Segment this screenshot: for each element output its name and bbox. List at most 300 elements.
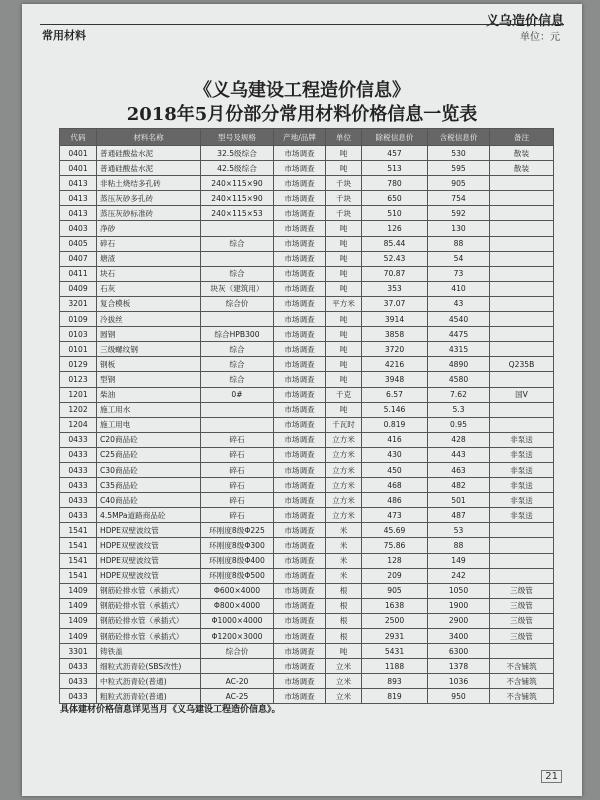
unit-cell: 吨 xyxy=(326,402,362,417)
table-row xyxy=(60,478,554,493)
price-incl-tax-cell: 73 xyxy=(428,266,490,281)
remark-cell: 三级管 xyxy=(490,598,554,613)
unit-cell: 吨 xyxy=(326,146,362,161)
price-excl-tax-cell: 6.57 xyxy=(362,387,428,402)
column-header: 产地/品牌 xyxy=(274,129,326,146)
remark-cell: 三级管 xyxy=(490,583,554,598)
origin-cell: 市场调查 xyxy=(274,493,326,508)
unit-cell: 立方米 xyxy=(326,508,362,523)
spec-cell: 0# xyxy=(201,387,274,402)
material-name-cell: HDPE双壁波纹管 xyxy=(97,523,201,538)
spec-cell: 碎石 xyxy=(201,447,274,462)
material-name-cell: 钢筋砼排水管（承插式） xyxy=(97,583,201,598)
table-row xyxy=(60,462,554,477)
spec-cell: 240×115×90 xyxy=(201,176,274,191)
table-row xyxy=(60,402,554,417)
code-cell: 0101 xyxy=(60,342,97,357)
remark-cell: 非泵送 xyxy=(490,508,554,523)
table-row xyxy=(60,432,554,447)
material-name-cell: 复合模板 xyxy=(97,296,201,311)
spec-cell xyxy=(201,402,274,417)
code-cell: 0433 xyxy=(60,447,97,462)
remark-cell xyxy=(490,644,554,659)
code-cell: 0413 xyxy=(60,206,97,221)
price-incl-tax-cell: 149 xyxy=(428,553,490,568)
unit-cell: 吨 xyxy=(326,357,362,372)
table-row xyxy=(60,553,554,568)
spec-cell: 综合 xyxy=(201,372,274,387)
price-incl-tax-cell: 592 xyxy=(428,206,490,221)
material-name-cell: 钢筋砼排水管（承插式） xyxy=(97,613,201,628)
code-cell: 0433 xyxy=(60,689,97,704)
remark-cell: 不含铺筑 xyxy=(490,689,554,704)
price-incl-tax-cell: 1050 xyxy=(428,583,490,598)
price-excl-tax-cell: 2931 xyxy=(362,629,428,644)
remark-cell xyxy=(490,402,554,417)
unit-cell: 立米 xyxy=(326,689,362,704)
spec-cell: 综合 xyxy=(201,342,274,357)
code-cell: 0123 xyxy=(60,372,97,387)
table-row xyxy=(60,161,554,176)
remark-cell: 散装 xyxy=(490,146,554,161)
price-excl-tax-cell: 473 xyxy=(362,508,428,523)
spec-cell xyxy=(201,251,274,266)
price-excl-tax-cell: 780 xyxy=(362,176,428,191)
unit-cell: 千瓦时 xyxy=(326,417,362,432)
material-name-cell: C25商品砼 xyxy=(97,447,201,462)
origin-cell: 市场调查 xyxy=(274,432,326,447)
price-incl-tax-cell: 242 xyxy=(428,568,490,583)
price-incl-tax-cell: 1036 xyxy=(428,674,490,689)
material-name-cell: 粗粒式沥青砼(普通) xyxy=(97,689,201,704)
price-incl-tax-cell: 410 xyxy=(428,281,490,296)
price-incl-tax-cell: 530 xyxy=(428,146,490,161)
spec-cell: 环刚度8级Φ500 xyxy=(201,568,274,583)
code-cell: 3201 xyxy=(60,296,97,311)
material-name-cell: 钢板 xyxy=(97,357,201,372)
code-cell: 0401 xyxy=(60,161,97,176)
origin-cell: 市场调查 xyxy=(274,447,326,462)
spec-cell: 综合 xyxy=(201,266,274,281)
origin-cell: 市场调查 xyxy=(274,312,326,327)
origin-cell: 市场调查 xyxy=(274,613,326,628)
price-incl-tax-cell: 5.3 xyxy=(428,402,490,417)
table-row xyxy=(60,221,554,236)
code-cell: 0129 xyxy=(60,357,97,372)
table-row xyxy=(60,674,554,689)
code-cell: 0407 xyxy=(60,251,97,266)
material-name-cell: 碎石 xyxy=(97,236,201,251)
origin-cell: 市场调查 xyxy=(274,251,326,266)
remark-cell xyxy=(490,523,554,538)
remark-cell xyxy=(490,553,554,568)
code-cell: 0433 xyxy=(60,478,97,493)
code-cell: 1409 xyxy=(60,613,97,628)
price-incl-tax-cell: 130 xyxy=(428,221,490,236)
spec-cell: 块灰（建筑用） xyxy=(201,281,274,296)
origin-cell: 市场调查 xyxy=(274,176,326,191)
price-incl-tax-cell: 754 xyxy=(428,191,490,206)
price-incl-tax-cell: 428 xyxy=(428,432,490,447)
price-excl-tax-cell: 353 xyxy=(362,281,428,296)
unit-cell: 平方米 xyxy=(326,296,362,311)
price-incl-tax-cell: 443 xyxy=(428,447,490,462)
material-name-cell: C20商品砼 xyxy=(97,432,201,447)
price-excl-tax-cell: 905 xyxy=(362,583,428,598)
material-name-cell: 普通硅酸盐水泥 xyxy=(97,146,201,161)
spec-cell: Φ800×4000 xyxy=(201,598,274,613)
origin-cell: 市场调查 xyxy=(274,462,326,477)
origin-cell: 市场调查 xyxy=(274,327,326,342)
price-excl-tax-cell: 650 xyxy=(362,191,428,206)
price-incl-tax-cell: 2900 xyxy=(428,613,490,628)
material-name-cell: 铸铁盖 xyxy=(97,644,201,659)
table-row xyxy=(60,493,554,508)
material-name-cell: 施工用水 xyxy=(97,402,201,417)
material-name-cell: HDPE双壁波纹管 xyxy=(97,538,201,553)
table-row xyxy=(60,342,554,357)
remark-cell: 非泵送 xyxy=(490,447,554,462)
remark-cell xyxy=(490,236,554,251)
origin-cell: 市场调查 xyxy=(274,191,326,206)
origin-cell: 市场调查 xyxy=(274,659,326,674)
code-cell: 1541 xyxy=(60,568,97,583)
table-row xyxy=(60,387,554,402)
table-row xyxy=(60,508,554,523)
unit-label: 单位：元 xyxy=(520,32,560,43)
spec-cell: 42.5级综合 xyxy=(201,161,274,176)
remark-cell xyxy=(490,312,554,327)
origin-cell: 市场调查 xyxy=(274,387,326,402)
spec-cell: 环刚度8级Φ400 xyxy=(201,553,274,568)
price-incl-tax-cell: 54 xyxy=(428,251,490,266)
unit-cell: 吨 xyxy=(326,372,362,387)
table-row xyxy=(60,312,554,327)
remark-cell: 非泵送 xyxy=(490,432,554,447)
price-incl-tax-cell: 1378 xyxy=(428,659,490,674)
publication-brand: 义乌造价信息 xyxy=(485,14,564,29)
material-name-cell: 4.5MPa道路商品砼 xyxy=(97,508,201,523)
remark-cell xyxy=(490,568,554,583)
code-cell: 1201 xyxy=(60,387,97,402)
origin-cell: 市场调查 xyxy=(274,357,326,372)
code-cell: 0433 xyxy=(60,432,97,447)
remark-cell: 非泵送 xyxy=(490,493,554,508)
code-cell: 0401 xyxy=(60,146,97,161)
remark-cell xyxy=(490,191,554,206)
origin-cell: 市场调查 xyxy=(274,221,326,236)
remark-cell xyxy=(490,251,554,266)
material-name-cell: 施工用电 xyxy=(97,417,201,432)
code-cell: 0433 xyxy=(60,493,97,508)
spec-cell: Φ1200×3000 xyxy=(201,629,274,644)
spec-cell: AC-20 xyxy=(201,674,274,689)
table-row xyxy=(60,281,554,296)
table-row xyxy=(60,236,554,251)
price-incl-tax-cell: 4315 xyxy=(428,342,490,357)
unit-cell: 立米 xyxy=(326,659,362,674)
material-name-cell: HDPE双壁波纹管 xyxy=(97,553,201,568)
price-incl-tax-cell: 1900 xyxy=(428,598,490,613)
price-excl-tax-cell: 468 xyxy=(362,478,428,493)
remark-cell xyxy=(490,417,554,432)
price-excl-tax-cell: 4216 xyxy=(362,357,428,372)
unit-cell: 千克 xyxy=(326,387,362,402)
header-rule xyxy=(40,24,564,25)
origin-cell: 市场调查 xyxy=(274,598,326,613)
remark-cell: 散装 xyxy=(490,161,554,176)
table-row xyxy=(60,251,554,266)
origin-cell: 市场调查 xyxy=(274,538,326,553)
price-incl-tax-cell: 595 xyxy=(428,161,490,176)
code-cell: 0413 xyxy=(60,191,97,206)
table-row xyxy=(60,176,554,191)
price-incl-tax-cell: 950 xyxy=(428,689,490,704)
price-excl-tax-cell: 3914 xyxy=(362,312,428,327)
table-body xyxy=(60,146,554,704)
material-name-cell: 蒸压灰砂标准砖 xyxy=(97,206,201,221)
column-header: 备注 xyxy=(490,129,554,146)
code-cell: 0409 xyxy=(60,281,97,296)
price-incl-tax-cell: 7.62 xyxy=(428,387,490,402)
price-incl-tax-cell: 482 xyxy=(428,478,490,493)
table-row xyxy=(60,447,554,462)
unit-cell: 吨 xyxy=(326,342,362,357)
price-incl-tax-cell: 0.95 xyxy=(428,417,490,432)
material-name-cell: 细粒式沥青砼(SBS改性) xyxy=(97,659,201,674)
remark-cell xyxy=(490,176,554,191)
material-name-cell: 柴油 xyxy=(97,387,201,402)
column-header: 代码 xyxy=(60,129,97,146)
spec-cell xyxy=(201,221,274,236)
origin-cell: 市场调查 xyxy=(274,674,326,689)
origin-cell: 市场调查 xyxy=(274,372,326,387)
code-cell: 1409 xyxy=(60,598,97,613)
price-excl-tax-cell: 37.07 xyxy=(362,296,428,311)
unit-cell: 根 xyxy=(326,583,362,598)
origin-cell: 市场调查 xyxy=(274,629,326,644)
table-row xyxy=(60,206,554,221)
price-excl-tax-cell: 510 xyxy=(362,206,428,221)
price-excl-tax-cell: 0.819 xyxy=(362,417,428,432)
unit-cell: 根 xyxy=(326,598,362,613)
unit-cell: 米 xyxy=(326,553,362,568)
unit-cell: 吨 xyxy=(326,221,362,236)
unit-cell: 米 xyxy=(326,568,362,583)
material-name-cell: 钢筋砼排水管（承插式） xyxy=(97,629,201,644)
table-row xyxy=(60,598,554,613)
material-name-cell: 蒸压灰砂多孔砖 xyxy=(97,191,201,206)
price-incl-tax-cell: 4540 xyxy=(428,312,490,327)
remark-cell xyxy=(490,327,554,342)
material-name-cell: 中粒式沥青砼(普通) xyxy=(97,674,201,689)
table-row xyxy=(60,629,554,644)
table-row xyxy=(60,523,554,538)
unit-cell: 根 xyxy=(326,629,362,644)
code-cell: 0433 xyxy=(60,508,97,523)
remark-cell xyxy=(490,342,554,357)
code-cell: 1541 xyxy=(60,538,97,553)
price-incl-tax-cell: 4475 xyxy=(428,327,490,342)
code-cell: 1541 xyxy=(60,523,97,538)
document-title: 《义乌建设工程造价信息》 xyxy=(194,80,410,101)
code-cell: 0103 xyxy=(60,327,97,342)
price-excl-tax-cell: 1188 xyxy=(362,659,428,674)
remark-cell xyxy=(490,538,554,553)
remark-cell xyxy=(490,296,554,311)
price-excl-tax-cell: 3720 xyxy=(362,342,428,357)
material-name-cell: HDPE双壁波纹管 xyxy=(97,568,201,583)
material-name-cell: 型钢 xyxy=(97,372,201,387)
code-cell: 0413 xyxy=(60,176,97,191)
price-excl-tax-cell: 1638 xyxy=(362,598,428,613)
origin-cell: 市场调查 xyxy=(274,206,326,221)
remark-cell: 非泵送 xyxy=(490,478,554,493)
spec-cell xyxy=(201,417,274,432)
remark-cell xyxy=(490,206,554,221)
unit-cell: 立方米 xyxy=(326,493,362,508)
price-excl-tax-cell: 450 xyxy=(362,462,428,477)
material-name-cell: 石灰 xyxy=(97,281,201,296)
column-header: 单位 xyxy=(326,129,362,146)
price-excl-tax-cell: 70.87 xyxy=(362,266,428,281)
remark-cell: 不含铺筑 xyxy=(490,659,554,674)
code-cell: 0411 xyxy=(60,266,97,281)
price-excl-tax-cell: 893 xyxy=(362,674,428,689)
material-name-cell: C30商品砼 xyxy=(97,462,201,477)
material-name-cell: 冷拔丝 xyxy=(97,312,201,327)
remark-cell: 国V xyxy=(490,387,554,402)
table-row xyxy=(60,659,554,674)
spec-cell: 碎石 xyxy=(201,462,274,477)
remark-cell xyxy=(490,281,554,296)
price-excl-tax-cell: 486 xyxy=(362,493,428,508)
price-incl-tax-cell: 4580 xyxy=(428,372,490,387)
unit-cell: 吨 xyxy=(326,312,362,327)
unit-cell: 吨 xyxy=(326,251,362,266)
origin-cell: 市场调查 xyxy=(274,568,326,583)
price-incl-tax-cell: 6300 xyxy=(428,644,490,659)
table-row xyxy=(60,613,554,628)
price-excl-tax-cell: 126 xyxy=(362,221,428,236)
spec-cell: 综合 xyxy=(201,357,274,372)
spec-cell: 综合 xyxy=(201,236,274,251)
spec-cell: Φ600×4000 xyxy=(201,583,274,598)
remark-cell: 不含铺筑 xyxy=(490,674,554,689)
price-excl-tax-cell: 819 xyxy=(362,689,428,704)
spec-cell: 环刚度8级Φ300 xyxy=(201,538,274,553)
price-excl-tax-cell: 75.86 xyxy=(362,538,428,553)
table-row xyxy=(60,583,554,598)
price-incl-tax-cell: 53 xyxy=(428,523,490,538)
spec-cell: 综合HPB300 xyxy=(201,327,274,342)
unit-cell: 吨 xyxy=(326,644,362,659)
origin-cell: 市场调查 xyxy=(274,523,326,538)
table-row xyxy=(60,191,554,206)
material-name-cell: 非粘土烧结多孔砖 xyxy=(97,176,201,191)
spec-cell: 240×115×53 xyxy=(201,206,274,221)
price-excl-tax-cell: 45.69 xyxy=(362,523,428,538)
table-row xyxy=(60,266,554,281)
unit-cell: 立方米 xyxy=(326,432,362,447)
unit-cell: 吨 xyxy=(326,266,362,281)
spec-cell xyxy=(201,312,274,327)
spec-cell: 碎石 xyxy=(201,432,274,447)
material-name-cell: 钢筋砼排水管（承插式） xyxy=(97,598,201,613)
document-page xyxy=(22,4,582,796)
price-incl-tax-cell: 4890 xyxy=(428,357,490,372)
unit-cell: 吨 xyxy=(326,236,362,251)
code-cell: 0405 xyxy=(60,236,97,251)
remark-cell xyxy=(490,372,554,387)
price-excl-tax-cell: 513 xyxy=(362,161,428,176)
code-cell: 1409 xyxy=(60,583,97,598)
code-cell: 0433 xyxy=(60,659,97,674)
price-incl-tax-cell: 463 xyxy=(428,462,490,477)
table-row xyxy=(60,146,554,161)
price-table xyxy=(59,128,554,704)
origin-cell: 市场调查 xyxy=(274,266,326,281)
code-cell: 1409 xyxy=(60,629,97,644)
section-label: 常用材料 xyxy=(42,29,86,42)
unit-cell: 立方米 xyxy=(326,447,362,462)
material-name-cell: 三级螺纹钢 xyxy=(97,342,201,357)
price-excl-tax-cell: 52.43 xyxy=(362,251,428,266)
remark-cell xyxy=(490,221,554,236)
code-cell: 1202 xyxy=(60,402,97,417)
unit-cell: 米 xyxy=(326,538,362,553)
origin-cell: 市场调查 xyxy=(274,161,326,176)
unit-cell: 立方米 xyxy=(326,478,362,493)
remark-cell: Q235B xyxy=(490,357,554,372)
origin-cell: 市场调查 xyxy=(274,689,326,704)
origin-cell: 市场调查 xyxy=(274,402,326,417)
price-incl-tax-cell: 501 xyxy=(428,493,490,508)
code-cell: 0433 xyxy=(60,674,97,689)
unit-cell: 吨 xyxy=(326,281,362,296)
spec-cell: 碎石 xyxy=(201,508,274,523)
document-subtitle: 2018年5月份部分常用材料价格信息一览表 xyxy=(126,104,478,125)
unit-cell: 千块 xyxy=(326,191,362,206)
material-name-cell: C35商品砼 xyxy=(97,478,201,493)
code-cell: 3301 xyxy=(60,644,97,659)
table-row xyxy=(60,417,554,432)
code-cell: 0109 xyxy=(60,312,97,327)
table-row xyxy=(60,372,554,387)
spec-cell: AC-25 xyxy=(201,689,274,704)
code-cell: 0403 xyxy=(60,221,97,236)
remark-cell xyxy=(490,266,554,281)
price-excl-tax-cell: 416 xyxy=(362,432,428,447)
unit-cell: 千块 xyxy=(326,206,362,221)
material-name-cell: 净砂 xyxy=(97,221,201,236)
material-name-cell: 圆钢 xyxy=(97,327,201,342)
spec-cell xyxy=(201,659,274,674)
origin-cell: 市场调查 xyxy=(274,478,326,493)
unit-cell: 立方米 xyxy=(326,462,362,477)
table-row xyxy=(60,296,554,311)
price-excl-tax-cell: 209 xyxy=(362,568,428,583)
spec-cell: 碎石 xyxy=(201,478,274,493)
remark-cell: 三级管 xyxy=(490,613,554,628)
price-excl-tax-cell: 457 xyxy=(362,146,428,161)
spec-cell: 240×115×90 xyxy=(201,191,274,206)
unit-cell: 吨 xyxy=(326,161,362,176)
price-incl-tax-cell: 88 xyxy=(428,236,490,251)
material-name-cell: 块石 xyxy=(97,266,201,281)
origin-cell: 市场调查 xyxy=(274,296,326,311)
column-header: 型号及规格 xyxy=(201,129,274,146)
